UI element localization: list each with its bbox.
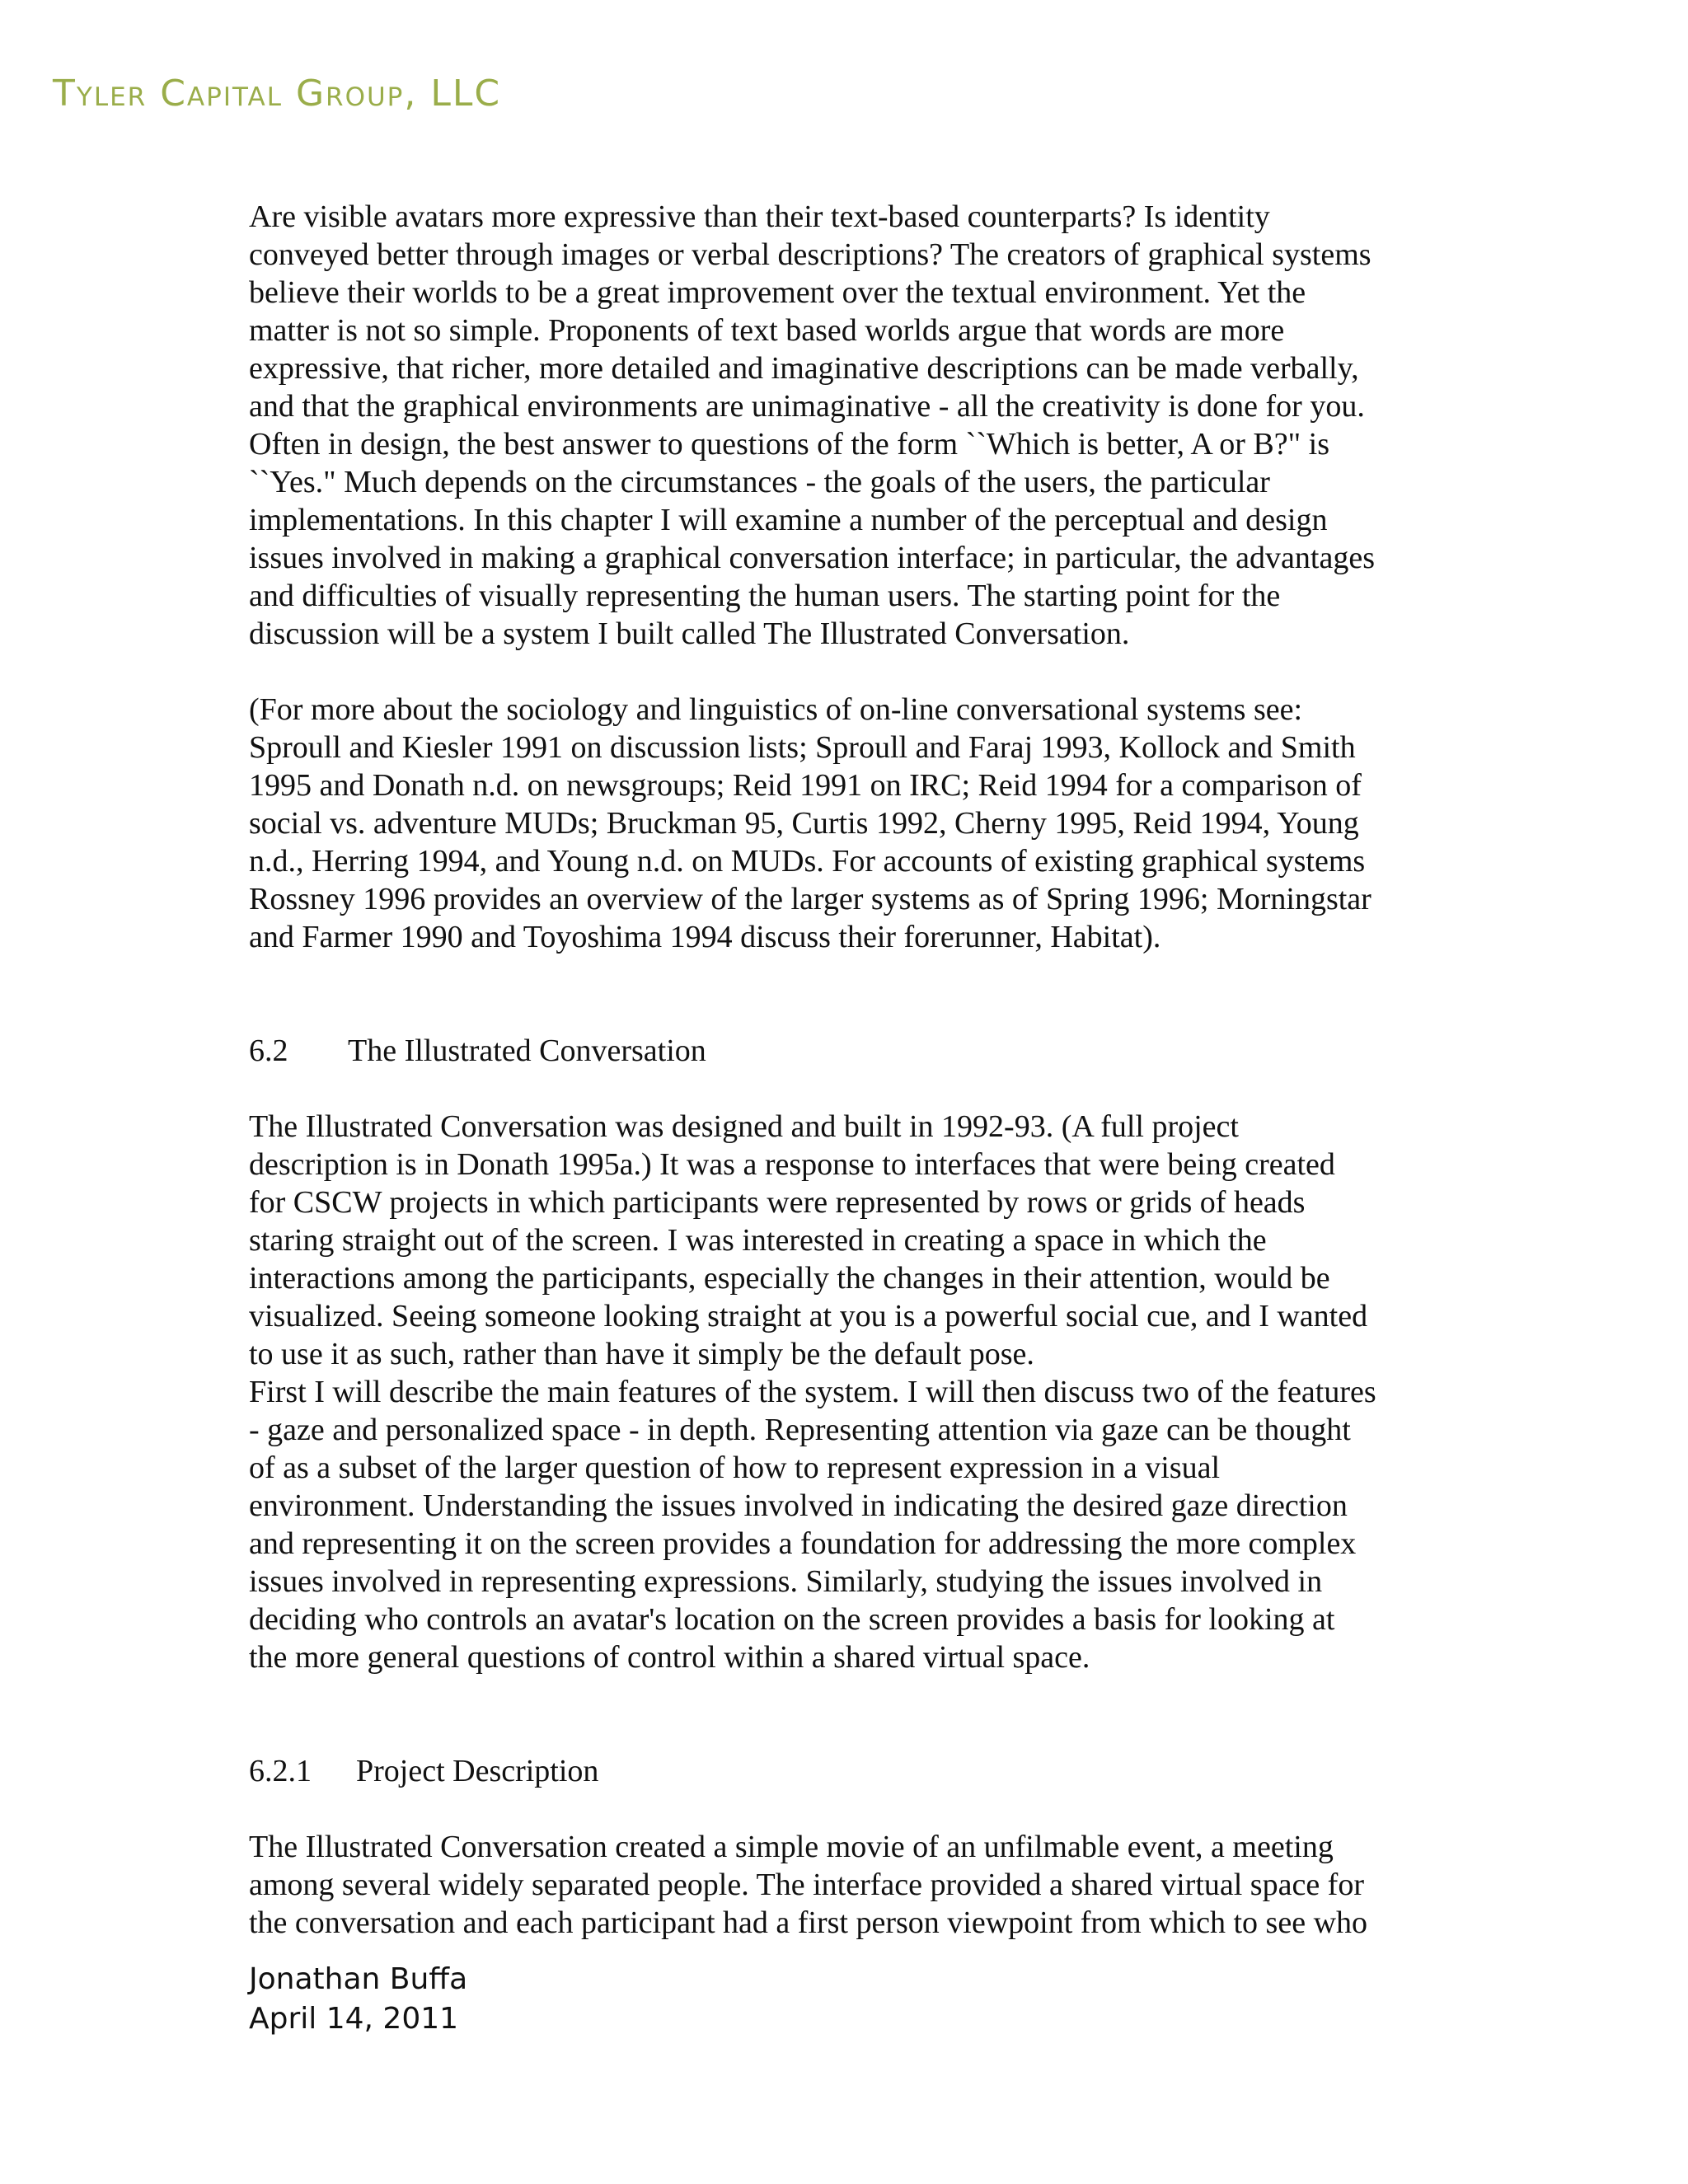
paragraph-project-description <box>249 1828 1469 1942</box>
section-number: 6.2 <box>249 1033 288 1068</box>
text-line: The Illustrated Conversation created a simple movie of an unfilmable event, a meeting <box>249 1830 1334 1864</box>
text-line: n.d., Herring 1994, and Young n.d. on MUDs. For accounts of existing graphical systems <box>249 844 1366 879</box>
text-line: visualized. Seeing someone looking straight at you is a powerful social cue, and I wanted <box>249 1299 1368 1333</box>
paragraph-references <box>249 691 1469 956</box>
text-line: ``Yes." Much depends on the circumstances - the goals of the users, the particular <box>249 465 1270 499</box>
text-line: discussion will be a system I built called The Illustrated Conversation. <box>249 616 1130 651</box>
text-line: matter is not so simple. Proponents of text based worlds argue that words are more <box>249 313 1285 348</box>
document-footer <box>249 1960 467 2039</box>
text-line: and representing it on the screen provides a foundation for addressing the more complex <box>249 1526 1357 1561</box>
text-line: Often in design, the best answer to questions of the form ``Which is better, A or B?" is <box>249 427 1329 462</box>
author-name: Jonathan Buffa <box>249 1962 468 1996</box>
text-line: Sproull and Kiesler 1991 on discussion lists; Sproull and Faraj 1993, Kollock and Smith <box>249 730 1356 765</box>
text-line: the more general questions of control within a shared virtual space. <box>249 1640 1090 1675</box>
text-line: The Illustrated Conversation was designed and built in 1992-93. (A full project <box>249 1109 1239 1144</box>
text-line: conveyed better through images or verbal descriptions? The creators of graphical systems <box>249 237 1372 272</box>
paragraph-illustrated-conversation <box>249 1108 1469 1676</box>
text-line: for CSCW projects in which participants were represented by rows or grids of heads <box>249 1185 1306 1220</box>
section-title: The Illustrated Conversation <box>348 1033 706 1068</box>
section-title: Project Description <box>356 1754 599 1788</box>
section-number: 6.2.1 <box>249 1754 312 1788</box>
text-line: believe their worlds to be a great improvement over the textual environment. Yet the <box>249 275 1306 310</box>
text-line: the conversation and each participant had a first person viewpoint from which to see who <box>249 1905 1368 1940</box>
text-line: interactions among the participants, especially the changes in their attention, would be <box>249 1261 1330 1296</box>
text-line: staring straight out of the screen. I was interested in creating a space in which the <box>249 1223 1267 1258</box>
text-line: and Farmer 1990 and Toyoshima 1994 discuss their forerunner, Habitat). <box>249 920 1161 954</box>
text-line: of as a subset of the larger question of how to represent expression in a visual <box>249 1451 1221 1485</box>
paragraph-intro <box>249 198 1469 653</box>
text-line: issues involved in making a graphical conversation interface; in particular, the advantages <box>249 541 1375 575</box>
text-line: (For more about the sociology and linguistics of on-line conversational systems see: <box>249 692 1303 727</box>
company-header: Tyler Capital Group, LLC <box>53 73 502 115</box>
text-line: social vs. adventure MUDs; Bruckman 95, Curtis 1992, Cherny 1995, Reid 1994, Young <box>249 806 1359 841</box>
text-line: First I will describe the main features of the system. I will then discuss two of the features <box>249 1375 1376 1409</box>
document-date: April 14, 2011 <box>249 2002 459 2036</box>
text-line: issues involved in representing expressions. Similarly, studying the issues involved in <box>249 1564 1323 1599</box>
text-line: expressive, that richer, more detailed and imaginative descriptions can be made verbally, <box>249 351 1359 386</box>
text-line: 1995 and Donath n.d. on newsgroups; Reid 1991 on IRC; Reid 1994 for a comparison of <box>249 768 1362 803</box>
text-line: and difficulties of visually representing the human users. The starting point for the <box>249 579 1281 613</box>
text-line: Are visible avatars more expressive than their text-based counterparts? Is identity <box>249 199 1270 234</box>
text-line: to use it as such, rather than have it simply be the default pose. <box>249 1337 1034 1371</box>
text-line: deciding who controls an avatar's location on the screen provides a basis for looking at <box>249 1602 1335 1637</box>
document-body <box>249 198 1469 1942</box>
text-line: description is in Donath 1995a.) It was a response to interfaces that were being created <box>249 1147 1335 1182</box>
text-line: - gaze and personalized space - in depth. Representing attention via gaze can be thought <box>249 1413 1351 1447</box>
section-heading-6-2 <box>249 1032 1469 1070</box>
section-heading-6-2-1 <box>249 1752 1469 1790</box>
text-line: Rossney 1996 provides an overview of the larger systems as of Spring 1996; Morningstar <box>249 882 1372 916</box>
text-line: environment. Understanding the issues involved in indicating the desired gaze direction <box>249 1488 1348 1523</box>
text-line: among several widely separated people. The interface provided a shared virtual space for <box>249 1868 1364 1902</box>
text-line: implementations. In this chapter I will examine a number of the perceptual and design <box>249 503 1328 537</box>
text-line: and that the graphical environments are unimaginative - all the creativity is done for you. <box>249 389 1365 424</box>
